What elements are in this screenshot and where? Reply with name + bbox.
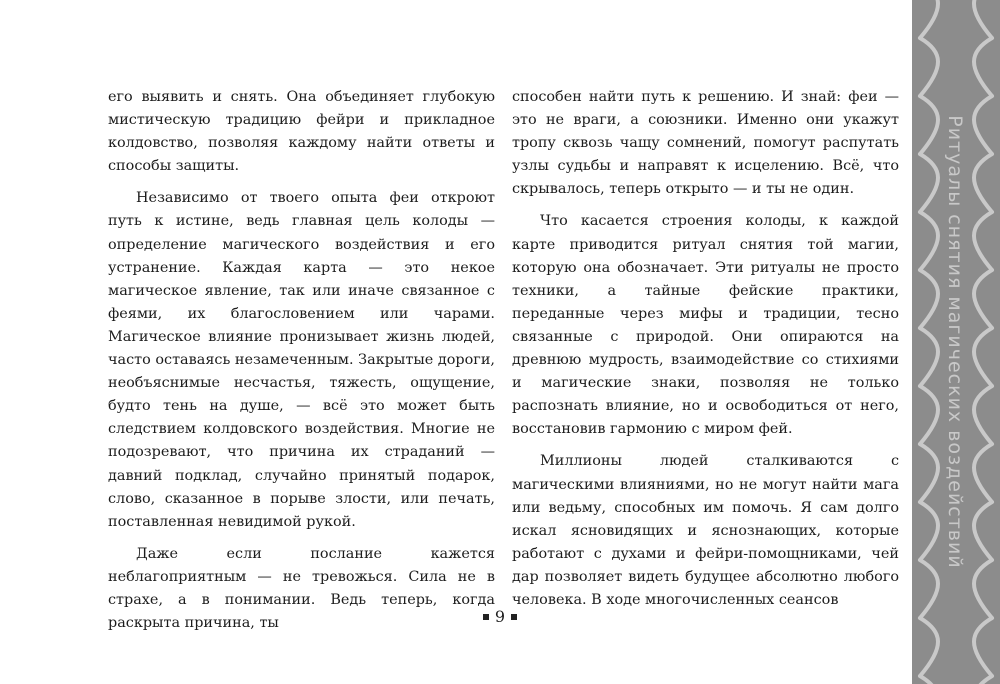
paragraph: Независимо от твоего опыта феи откроют путь к истине, ведь главная цель колоды — определение магического воздействия и его устранение. Каждая карта — это некое магическое явление, так или иначе связанное с феями, их благословением или чарами. Магическое влияние пронизывает жизнь людей, часто оставаясь незамеченным. Закрытые дороги, необъяснимые несчастья, тяжесть, ощущение, будто тень на душе, — всё это может быть следствием колдовского воздействия. Многие не подозревают, что причина их страданий — давний подклад, случайно принятый подарок, слово, сказанное в порыве злости, или печать, поставленная невидимой рукой.	[108, 190, 495, 530]
knot-stroke	[920, 270, 938, 328]
knot-stroke	[920, 212, 938, 270]
knot-stroke	[920, 0, 938, 38]
knot-stroke	[974, 328, 992, 386]
knot-stroke	[974, 270, 992, 328]
paragraph: Даже если послание кажется неблагоприятным — не тревожься. Сила не в страхе, а в понимании. Ведь теперь, когда раскрыта причина, ты	[108, 545, 495, 632]
folio-square-left-icon	[483, 614, 489, 620]
knot-stroke	[974, 676, 992, 684]
paragraph: способен найти путь к решению. И знай: феи — это не враги, а союзники. Именно они укажут тропу сквозь чащу сомнений, помогут распутать узлы судьбы и направят к исцелению. Всё, что скрывалось, теперь открыто — и ты не один.	[512, 89, 899, 198]
knot-stroke	[974, 502, 992, 560]
knot-stroke	[920, 618, 938, 676]
left-text-column	[108, 86, 495, 644]
knot-stroke	[974, 560, 992, 618]
knot-stroke	[920, 154, 938, 212]
paragraph: его выявить и снять. Она объединяет глубокую мистическую традицию фейри и прикладное колдовство, позволяя каждому найти ответы и способы защиты.	[108, 89, 495, 175]
knot-stroke	[920, 444, 938, 502]
knot-stroke	[920, 96, 938, 154]
knot-stroke	[974, 154, 992, 212]
page-number-value: 9	[494, 607, 506, 626]
right-text-column	[512, 86, 899, 621]
folio-square-right-icon	[511, 614, 517, 620]
knot-stroke	[974, 96, 992, 154]
knot-stroke	[920, 38, 938, 96]
knot-stroke	[920, 676, 938, 684]
knot-stroke	[974, 212, 992, 270]
knot-stroke	[920, 560, 938, 618]
knot-stroke	[974, 38, 992, 96]
knot-stroke	[974, 0, 992, 38]
page-number	[470, 607, 530, 627]
side-strip-title: Ритуалы снятия магических воздействий	[944, 115, 966, 569]
knot-stroke	[920, 502, 938, 560]
paragraph: Что касается строения колоды, к каждой карте приводится ритуал снятия той магии, которую она обозначает. Эти ритуалы не просто техники, а тайные фейские практики, переданные через мифы и традиции, тесно связанные с природой. Они опираются на древнюю мудрость, взаимодействие со стихиями и магические знаки, позволяя не только распознать влияние, но и освободиться от него, восстановив гармонию с миром фей.	[512, 213, 899, 438]
knot-stroke	[920, 386, 938, 444]
paragraph: Миллионы людей сталкиваются с магическими влияниями, но не могут найти мага или ведьму, способных им помочь. Я сам долго искал ясновидящих и яснознающих, которые работают с духами и фейри-помощниками, чей дар позволяет видеть будущее абсолютно любого человека. В ходе многочисленных сеансов	[512, 453, 899, 608]
knot-stroke	[974, 618, 992, 676]
knot-stroke	[974, 444, 992, 502]
knot-stroke	[920, 328, 938, 386]
knot-stroke	[974, 386, 992, 444]
